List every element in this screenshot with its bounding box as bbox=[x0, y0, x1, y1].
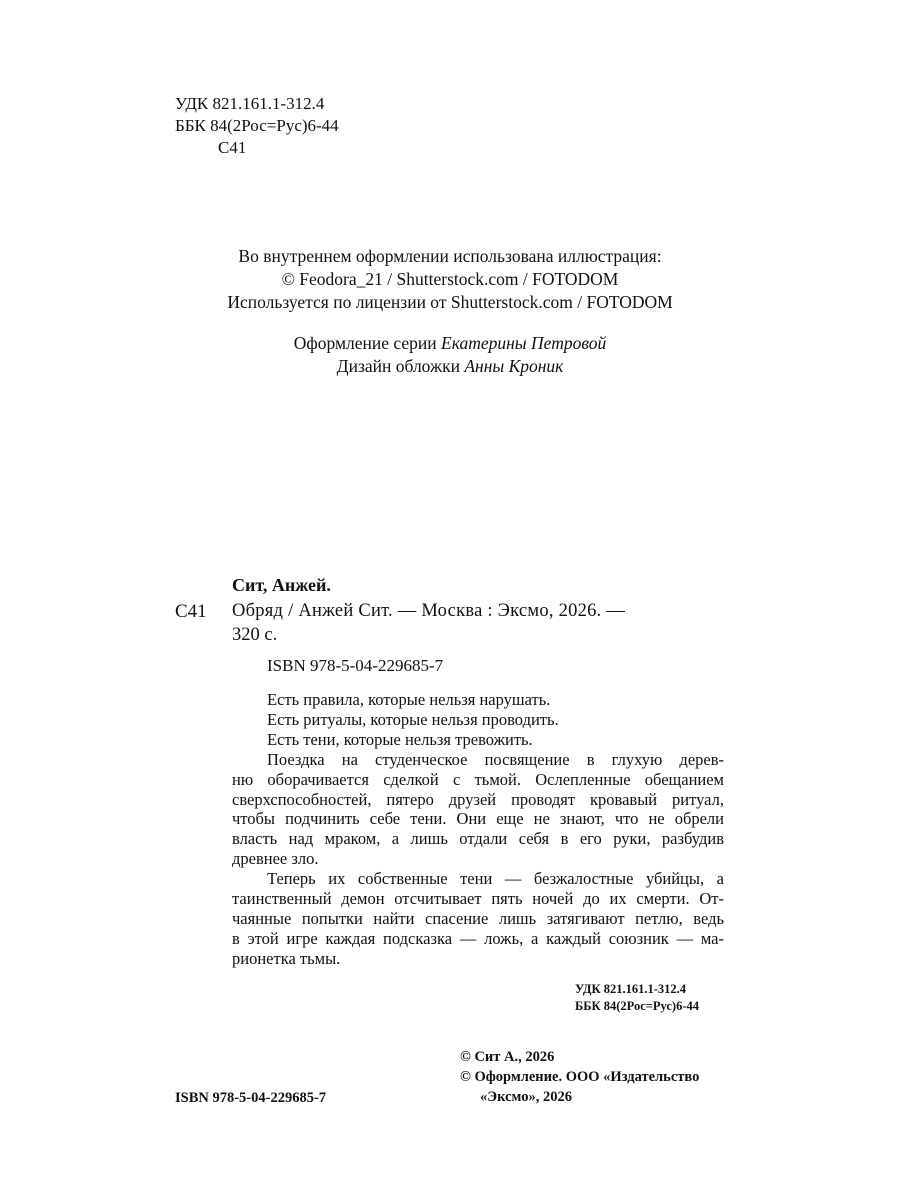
catalog-isbn: ISBN 978-5-04-229685-7 bbox=[267, 656, 444, 675]
annotation-line: древнее зло. bbox=[232, 849, 319, 869]
author-sign: С41 bbox=[218, 138, 247, 157]
catalog-author: Сит, Анжей. bbox=[232, 575, 331, 595]
series-design-credit bbox=[0, 332, 900, 355]
bottom-udk-code: УДК 821.161.1-312.4 bbox=[575, 982, 686, 996]
annotation-line: Есть тени, которые нельзя тревожить. bbox=[267, 729, 533, 749]
annotation-line: Поездка на студенческое посвящение в глухую дерев- bbox=[267, 749, 724, 769]
udk-code: УДК 821.161.1-312.4 bbox=[175, 94, 325, 113]
annotation-line: таинственный демон отсчитывает пять ночей до их смерти. От- bbox=[232, 889, 724, 909]
annotation-line: в этой игре каждая подсказка — ложь, а каждый союзник — ма- bbox=[232, 928, 724, 948]
copyright-block bbox=[460, 1047, 699, 1107]
annotation-line: Теперь их собственные тени — безжалостные убийцы, а bbox=[267, 869, 724, 889]
bottom-classification bbox=[575, 981, 699, 1015]
annotation-line: Есть правила, которые нельзя нарушать. bbox=[267, 690, 551, 709]
annotation bbox=[232, 690, 724, 969]
copyright-author: © Сит А., 2026 bbox=[460, 1049, 555, 1065]
cover-designer-name: Анны Кроник bbox=[464, 356, 564, 376]
classification-block bbox=[175, 93, 339, 159]
series-design-label: Оформление серии bbox=[293, 333, 437, 353]
copyright-design: © Оформление. ООО «Издательство bbox=[460, 1069, 700, 1085]
cover-design-credit bbox=[0, 355, 900, 378]
credit-line: © Feodora_21 / Shutterstock.com / FOTODOM bbox=[281, 269, 619, 289]
catalog-code: С41 bbox=[175, 601, 207, 622]
annotation-line: власть над мраком, а лишь отдали себя в его руки, разбудив bbox=[232, 829, 724, 849]
annotation-line: чаянные попытки найти спасение лишь затягивают петлю, ведь bbox=[232, 908, 724, 928]
bottom-bbk-code: ББК 84(2Рос=Рус)6-44 bbox=[575, 999, 699, 1013]
annotation-line: рионетка тьмы. bbox=[232, 948, 341, 968]
cover-design-label: Дизайн обложки bbox=[336, 356, 460, 376]
annotation-line: ню оборачивается сделкой с тьмой. Ослепленные обещанием bbox=[232, 769, 724, 789]
credit-line: Во внутреннем оформлении использована иллюстрация: bbox=[238, 246, 662, 266]
copyright-design-cont: «Эксмо», 2026 bbox=[480, 1089, 572, 1105]
series-designer-name: Екатерины Петровой bbox=[441, 333, 607, 353]
bbk-code: ББК 84(2Рос=Рус)6-44 bbox=[175, 116, 339, 135]
catalog-title: Обряд / Анжей Сит. — Москва : Эксмо, 2026. — bbox=[232, 601, 626, 621]
annotation-line: Есть ритуалы, которые нельзя проводить. bbox=[267, 709, 559, 729]
bottom-isbn: ISBN 978-5-04-229685-7 bbox=[175, 1090, 327, 1106]
annotation-line: чтобы подчинить себе тени. Они еще не знают, что не обрели bbox=[232, 809, 724, 829]
illustration-credits bbox=[0, 245, 900, 314]
credit-line: Используется по лицензии от Shutterstock.com / FOTODOM bbox=[227, 292, 673, 312]
design-credits bbox=[0, 332, 900, 378]
catalog-pages: 320 с. bbox=[232, 625, 278, 645]
annotation-line: сверхспособностей, пятеро друзей проводят кровавый ритуал, bbox=[232, 789, 724, 809]
